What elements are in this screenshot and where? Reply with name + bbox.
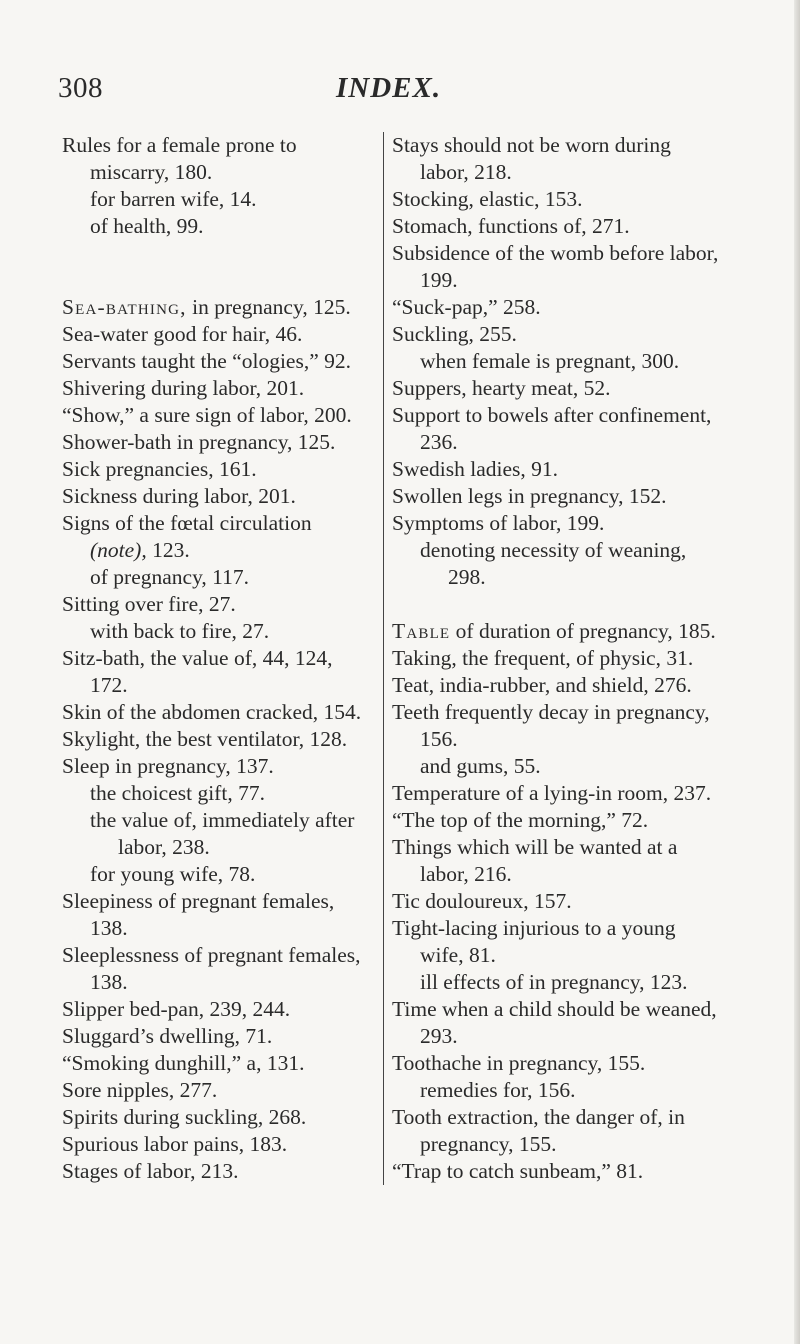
entry-text: in pregnancy, 125. [192, 295, 351, 319]
entry-text: Taking, the frequent, of physic, 31. [392, 646, 694, 670]
entry-heading: Sea-bathing, [62, 295, 187, 319]
index-entry [392, 510, 722, 537]
entry-text: Skylight, the best ventilator, 128. [62, 727, 348, 751]
index-entry [62, 321, 362, 348]
index-entry [62, 753, 362, 780]
index-subentry [90, 861, 362, 888]
index-entry [392, 888, 722, 915]
entry-text: and gums, 55. [420, 754, 541, 778]
entry-text: remedies for, 156. [420, 1078, 576, 1102]
index-subentry [90, 807, 362, 861]
index-entry [62, 375, 362, 402]
index-entry [392, 1050, 722, 1077]
entry-text: Sickness during labor, 201. [62, 484, 296, 508]
index-entry [392, 645, 722, 672]
entry-text: “The top of the morning,” 72. [392, 808, 649, 832]
index-entry [62, 1077, 362, 1104]
entry-text: the value of, immediately after labor, 238. [90, 808, 355, 859]
entry-page: 123. [152, 538, 190, 562]
index-entry [62, 132, 362, 186]
entry-text: Skin of the abdomen cracked, 154. [62, 700, 362, 724]
spacer [62, 267, 362, 294]
spacer [392, 591, 722, 618]
entry-text: Stages of labor, 213. [62, 1159, 239, 1183]
entry-text: the choicest gift, 77. [90, 781, 265, 805]
index-entry [392, 132, 722, 186]
index-entry [392, 321, 722, 348]
index-entry [392, 807, 722, 834]
index-entry [392, 186, 722, 213]
index-subentry [90, 564, 362, 591]
entry-text: Swollen legs in pregnancy, 152. [392, 484, 667, 508]
entry-text: ill effects of in pregnancy, 123. [420, 970, 688, 994]
index-entry [62, 1131, 362, 1158]
index-entry [62, 591, 362, 618]
index-entry [62, 402, 362, 429]
entry-text: “Suck-pap,” 258. [392, 295, 541, 319]
entry-text: Sea-water good for hair, 46. [62, 322, 303, 346]
index-entry [392, 780, 722, 807]
entry-text: Suppers, hearty meat, 52. [392, 376, 611, 400]
entry-text: Sore nipples, 277. [62, 1078, 218, 1102]
entry-text: Time when a child should be weaned, 293. [392, 997, 717, 1048]
index-entry [392, 915, 722, 969]
entry-text: of health, 99. [90, 214, 204, 238]
index-entry [392, 483, 722, 510]
entry-text: Sleeplessness of pregnant females, 138. [62, 943, 361, 994]
entry-text: Shivering during labor, 201. [62, 376, 305, 400]
index-entry [62, 483, 362, 510]
index-subentry [420, 537, 722, 591]
entry-text: Support to bowels after confinement, 236. [392, 403, 712, 454]
index-subentry [420, 969, 722, 996]
index-entry [62, 294, 362, 321]
entry-text: Toothache in pregnancy, 155. [392, 1051, 646, 1075]
index-entry [392, 294, 722, 321]
entry-text: Tooth extraction, the danger of, in pregnancy, 155. [392, 1105, 685, 1156]
index-subentry [90, 780, 362, 807]
entry-text: Sitting over fire, 27. [62, 592, 236, 616]
index-subentry [420, 348, 722, 375]
entry-note: (note), [90, 538, 147, 562]
entry-text: Sitz-bath, the value of, 44, 124, 172. [62, 646, 333, 697]
entry-text: Subsidence of the womb before labor, 199. [392, 241, 719, 292]
entry-text: Sick pregnancies, 161. [62, 457, 257, 481]
entry-text: “Trap to catch sunbeam,” 81. [392, 1159, 644, 1183]
entry-text: denoting necessity of weaning, 298. [420, 538, 687, 589]
entry-text: Slipper bed-pan, 239, 244. [62, 997, 291, 1021]
index-entry [62, 888, 362, 942]
entry-text: Teeth frequently decay in pregnancy, 156. [392, 700, 710, 751]
index-entry [392, 699, 722, 753]
entry-text: Spurious labor pains, 183. [62, 1132, 288, 1156]
entry-text: Spirits during suckling, 268. [62, 1105, 307, 1129]
entry-text: “Smoking dunghill,” a, 131. [62, 1051, 305, 1075]
index-entry [392, 834, 722, 888]
index-entry [392, 240, 722, 294]
entry-text: Sleep in pregnancy, 137. [62, 754, 274, 778]
entry-text: Stays should not be worn during labor, 218. [392, 133, 671, 184]
entry-text: with back to fire, 27. [90, 619, 270, 643]
index-entry [392, 672, 722, 699]
entry-text: Teat, india-rubber, and shield, 276. [392, 673, 692, 697]
entry-text: Rules for a female prone to miscarry, 180. [62, 133, 297, 184]
index-entry [62, 1023, 362, 1050]
entry-text: of pregnancy, 117. [90, 565, 250, 589]
index-subentry [90, 618, 362, 645]
entry-text: Symptoms of labor, 199. [392, 511, 605, 535]
index-entry [62, 1050, 362, 1077]
entry-heading: Table [392, 619, 451, 643]
entry-text: Stomach, functions of, 271. [392, 214, 630, 238]
entry-text: Things which will be wanted at a labor, 216. [392, 835, 678, 886]
page-edge [794, 0, 800, 1344]
index-entry [62, 510, 362, 564]
entry-text: Sluggard’s dwelling, 71. [62, 1024, 273, 1048]
index-entry [392, 1158, 722, 1185]
entry-text: Tight-lacing injurious to a young wife, 81. [392, 916, 676, 967]
entry-text: “Show,” a sure sign of labor, 200. [62, 403, 352, 427]
index-entry [392, 618, 722, 645]
index-entry [62, 348, 362, 375]
entry-text: Temperature of a lying-in room, 237. [392, 781, 712, 805]
index-entry [392, 375, 722, 402]
entry-text: Stocking, elastic, 153. [392, 187, 583, 211]
page-number: 308 [58, 72, 103, 104]
index-entry [62, 429, 362, 456]
entry-text: Servants taught the “ologies,” 92. [62, 349, 351, 373]
entry-text: Sleepiness of pregnant females, 138. [62, 889, 335, 940]
index-entry [392, 213, 722, 240]
index-entry [62, 942, 362, 996]
entry-text: Tic douloureux, 157. [392, 889, 572, 913]
index-entry [392, 456, 722, 483]
index-entry [62, 1158, 362, 1185]
entry-text: of duration of pregnancy, 185. [455, 619, 716, 643]
entry-text: Swedish ladies, 91. [392, 457, 559, 481]
index-entry [392, 996, 722, 1050]
entry-text: Suckling, 255. [392, 322, 517, 346]
entry-text: when female is pregnant, 300. [420, 349, 680, 373]
running-head: INDEX. [336, 72, 442, 104]
spacer [62, 240, 362, 267]
index-entry [392, 1104, 722, 1158]
index-entry [62, 996, 362, 1023]
index-entry [62, 699, 362, 726]
index-entry [392, 402, 722, 456]
entry-text: for barren wife, 14. [90, 187, 257, 211]
index-entry [62, 726, 362, 753]
index-entry [62, 1104, 362, 1131]
index-entry [62, 645, 362, 699]
index-entry [62, 456, 362, 483]
entry-text: Signs of the fœtal circulation [62, 511, 312, 535]
index-subentry [90, 213, 362, 240]
index-subentry [420, 1077, 722, 1104]
entry-text: for young wife, 78. [90, 862, 256, 886]
index-subentry [90, 186, 362, 213]
index-subentry [420, 753, 722, 780]
entry-text: Shower-bath in pregnancy, 125. [62, 430, 336, 454]
index-column-left [62, 132, 362, 1185]
index-column-right [383, 132, 722, 1185]
